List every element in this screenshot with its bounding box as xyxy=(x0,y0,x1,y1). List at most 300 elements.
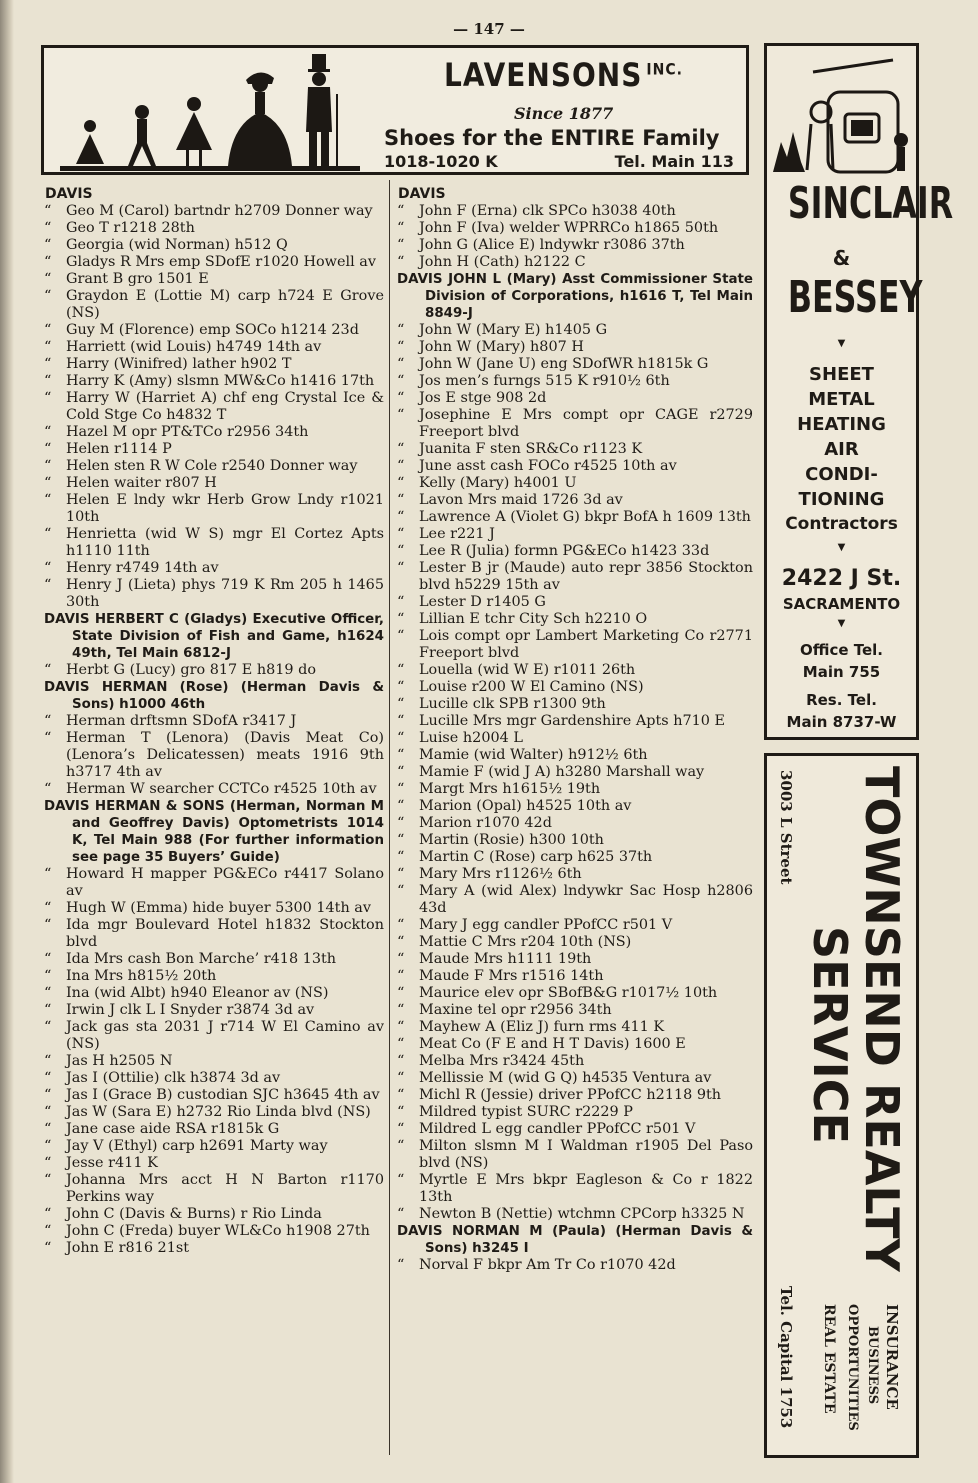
ditto-mark: “ xyxy=(397,1036,405,1052)
entry-text: Ida Mrs cash Bon Marche’ r418 13th xyxy=(66,951,337,967)
entry-text: Geo M (Carol) bartndr h2709 Donner way xyxy=(66,203,373,219)
service-real-estate: REAL ESTATE xyxy=(821,1304,837,1414)
directory-entry xyxy=(397,968,753,985)
entry-text: Helen sten R W Cole r2540 Donner way xyxy=(66,458,358,474)
entry-text: Milton slsmn M I Waldman r1905 Del Paso blvd (NS) xyxy=(419,1138,753,1171)
townsend-address: 3003 L Street xyxy=(777,770,795,885)
directory-entry xyxy=(397,407,753,441)
directory-entry-featured xyxy=(44,611,384,662)
ditto-mark: “ xyxy=(44,492,52,508)
entry-text: Jos men’s furngs 515 K r910½ 6th xyxy=(419,373,670,389)
entry-text: Juanita F sten SR&Co r1123 K xyxy=(419,441,643,457)
entry-text: Louise r200 W El Camino (NS) xyxy=(419,679,644,695)
down-arrow-icon: ▼ xyxy=(837,542,846,553)
entry-text: Geo T r1218 28th xyxy=(66,220,195,236)
townsend-telephone: Tel. Capital 1753 xyxy=(777,1286,795,1429)
entry-text: John W (Mary E) h1405 G xyxy=(419,322,608,338)
directory-entry xyxy=(44,1138,384,1155)
ditto-mark: “ xyxy=(397,1070,405,1086)
page-number: — 147 — xyxy=(453,20,525,38)
ditto-mark: “ xyxy=(397,815,405,831)
ditto-mark: “ xyxy=(397,1257,405,1273)
entry-text: Mary A (wid Alex) lndywkr Sac Hosp h2806 43d xyxy=(419,883,753,916)
entry-text: Ina (wid Albt) h940 Eleanor av (NS) xyxy=(66,985,329,1001)
entry-text: Jas W (Sara E) h2732 Rio Linda blvd (NS) xyxy=(66,1104,371,1120)
ditto-mark: “ xyxy=(397,917,405,933)
directory-entry xyxy=(397,866,753,883)
directory-entry xyxy=(397,237,753,254)
ditto-mark: “ xyxy=(397,1121,405,1137)
entry-text: Herman W searcher CCTCo r4525 10th av xyxy=(66,781,377,797)
service-business: BUSINESS xyxy=(865,1326,880,1405)
ditto-mark: “ xyxy=(397,441,405,457)
entry-text: Graydon E (Lottie M) carp h724 E Grove (NS) xyxy=(66,288,384,321)
directory-entry xyxy=(397,526,753,543)
directory-entry xyxy=(397,1104,753,1121)
ditto-mark: “ xyxy=(44,424,52,440)
entry-text: Maude Mrs h1111 19th xyxy=(419,951,592,967)
ditto-mark: “ xyxy=(397,866,405,882)
directory-entry xyxy=(397,441,753,458)
directory-entry xyxy=(44,1104,384,1121)
directory-entry xyxy=(44,237,384,254)
directory-entry xyxy=(44,1223,384,1240)
ditto-mark: “ xyxy=(397,696,405,712)
ditto-mark: “ xyxy=(44,237,52,253)
ditto-mark: “ xyxy=(44,985,52,1001)
directory-entry xyxy=(397,951,753,968)
directory-column-right xyxy=(397,186,753,1274)
ditto-mark: “ xyxy=(397,662,405,678)
ditto-mark: “ xyxy=(397,781,405,797)
ditto-mark: “ xyxy=(44,203,52,219)
directory-entry xyxy=(44,577,384,611)
directory-entry xyxy=(397,832,753,849)
sinclair-bessey-advertisement xyxy=(764,43,954,740)
directory-entry xyxy=(397,254,753,271)
directory-entry xyxy=(44,1087,384,1104)
directory-entry xyxy=(44,458,384,475)
entry-text: Jos E stge 908 2d xyxy=(419,390,547,406)
ditto-mark: “ xyxy=(44,441,52,457)
entry-text: Harry W (Harriet A) chf eng Crystal Ice & Cold Stge Co h4832 T xyxy=(66,390,384,423)
page-binding-shadow xyxy=(0,0,14,1483)
directory-entry xyxy=(44,254,384,271)
directory-entry xyxy=(397,1053,753,1070)
directory-entry xyxy=(397,883,753,917)
directory-entry xyxy=(44,917,384,951)
entry-text: Mary Mrs r1126½ 6th xyxy=(419,866,582,882)
entry-text: Mildred typist SURC r2229 P xyxy=(419,1104,633,1120)
directory-entry xyxy=(397,220,753,237)
directory-entry xyxy=(397,713,753,730)
entry-text: John W (Jane U) eng SDofWR h1815k G xyxy=(419,356,709,372)
city-name: SACRAMENTO xyxy=(782,595,901,613)
entry-text: Howard H mapper PG&ECo r4417 Solano av xyxy=(66,866,384,899)
directory-entry xyxy=(397,730,753,747)
directory-entry xyxy=(397,390,753,407)
directory-entry xyxy=(397,1019,753,1036)
entry-text: Guy M (Florence) emp SOCo h1214 23d xyxy=(66,322,359,338)
ditto-mark: “ xyxy=(397,934,405,950)
directory-entry xyxy=(397,679,753,696)
entry-text: Lois compt opr Lambert Marketing Co r2771 Freeport blvd xyxy=(419,628,753,661)
ditto-mark: “ xyxy=(44,917,52,933)
entry-text: Marion (Opal) h4525 10th av xyxy=(419,798,632,814)
entry-text: June asst cash FOCo r4525 10th av xyxy=(419,458,677,474)
directory-entry xyxy=(44,373,384,390)
directory-entry xyxy=(44,492,384,526)
ditto-mark: “ xyxy=(397,832,405,848)
entry-text: Michl R (Jessie) driver PPofCC h2118 9th xyxy=(419,1087,722,1103)
ditto-mark: “ xyxy=(44,1155,52,1171)
directory-entry xyxy=(44,866,384,900)
entry-text: Marion r1070 42d xyxy=(419,815,552,831)
directory-entry xyxy=(44,730,384,781)
directory-entry xyxy=(397,917,753,934)
ditto-mark: “ xyxy=(44,662,52,678)
service-opportunities: OPPORTUNITIES xyxy=(845,1304,860,1431)
directory-entry xyxy=(44,900,384,917)
directory-entry xyxy=(44,1019,384,1053)
ditto-mark: “ xyxy=(397,611,405,627)
ditto-mark: “ xyxy=(44,1070,52,1086)
directory-entry xyxy=(44,271,384,288)
directory-entry xyxy=(44,1206,384,1223)
directory-entry xyxy=(44,1002,384,1019)
entry-text: Lawrence A (Violet G) bkpr BofA h 1609 13th xyxy=(419,509,751,525)
ditto-mark: “ xyxy=(397,560,405,576)
directory-entry xyxy=(44,968,384,985)
ditto-mark: “ xyxy=(397,951,405,967)
ditto-mark: “ xyxy=(397,526,405,542)
ditto-mark: “ xyxy=(44,373,52,389)
ditto-mark: “ xyxy=(44,1087,52,1103)
entry-text: Melba Mrs r3424 45th xyxy=(419,1053,585,1069)
directory-entry xyxy=(397,492,753,509)
ditto-mark: “ xyxy=(397,764,405,780)
entry-text: Hazel M opr PT&TCo r2956 34th xyxy=(66,424,309,440)
entry-text: John H (Cath) h2122 C xyxy=(419,254,586,270)
entry-text: DAVIS JOHN L (Mary) Asst Commissioner State Division of Corporations, h1616 T, Tel Main 8849-J xyxy=(397,272,753,321)
entry-text: Myrtle E Mrs bkpr Eagleson & Co r 1822 13th xyxy=(419,1172,753,1205)
furnace-workers-illustration xyxy=(773,52,913,177)
directory-entry xyxy=(397,543,753,560)
ditto-mark: “ xyxy=(44,900,52,916)
directory-entry xyxy=(44,781,384,798)
ditto-mark: “ xyxy=(44,1002,52,1018)
directory-entry xyxy=(44,560,384,577)
entry-text: Norval F bkpr Am Tr Co r1070 42d xyxy=(419,1257,676,1273)
ditto-mark: “ xyxy=(397,492,405,508)
directory-entry xyxy=(397,1257,753,1274)
street-address: 2422 J St. xyxy=(781,566,902,591)
entry-text: Mamie F (wid J A) h3280 Marshall way xyxy=(419,764,705,780)
entry-text: Mattie C Mrs r204 10th (NS) xyxy=(419,934,632,950)
entry-text: Jack gas sta 2031 J r714 W El Camino av (NS) xyxy=(66,1019,384,1052)
ditto-mark: “ xyxy=(397,1138,405,1154)
directory-entry xyxy=(397,509,753,526)
directory-entry xyxy=(397,611,753,628)
ditto-mark: “ xyxy=(397,458,405,474)
directory-entry xyxy=(44,1121,384,1138)
entry-text: Helen E lndy wkr Herb Grow Lndy r1021 10th xyxy=(66,492,384,525)
entry-text: Lester B jr (Maude) auto repr 3856 Stockton blvd h5229 15th av xyxy=(419,560,753,593)
entry-text: Irwin J clk L I Snyder r3874 3d av xyxy=(66,1002,315,1018)
ditto-mark: “ xyxy=(397,543,405,559)
column-heading: DAVIS xyxy=(45,186,93,202)
directory-entry xyxy=(397,764,753,781)
ditto-mark: “ xyxy=(397,594,405,610)
entry-text: Lavon Mrs maid 1726 3d av xyxy=(419,492,623,508)
townsend-realty-advertisement xyxy=(764,753,919,1458)
entry-text: Lucille Mrs mgr Gardenshire Apts h710 E xyxy=(419,713,726,729)
entry-text: John C (Davis & Burns) r Rio Linda xyxy=(66,1206,322,1222)
ditto-mark: “ xyxy=(44,1053,52,1069)
ditto-mark: “ xyxy=(397,339,405,355)
entry-text: Herman T (Lenora) (Davis Meat Co) (Lenora’s Delicatessen) meats 1916 9th h3717 4th av xyxy=(66,730,384,780)
entry-text: Herbt G (Lucy) gro 817 E h819 do xyxy=(66,662,317,678)
ditto-mark: “ xyxy=(397,356,405,372)
res-tel-label: Res. Tel. xyxy=(806,691,877,709)
ditto-mark: “ xyxy=(44,390,52,406)
directory-entry xyxy=(397,1036,753,1053)
ditto-mark: “ xyxy=(397,220,405,236)
directory-entry xyxy=(397,1087,753,1104)
entry-text: Mellissie M (wid G Q) h4535 Ventura av xyxy=(419,1070,712,1086)
townsend-name: TOWNSEND REALTY xyxy=(855,766,909,1272)
ditto-mark: “ xyxy=(44,1104,52,1120)
directory-entry xyxy=(397,1121,753,1138)
ditto-mark: “ xyxy=(44,1019,52,1035)
directory-entry xyxy=(44,288,384,322)
entry-text: DAVIS HERMAN (Rose) (Herman Davis & Sons) h1000 46th xyxy=(44,680,384,712)
entry-text: Meat Co (F E and H T Davis) 1600 E xyxy=(419,1036,686,1052)
ditto-mark: “ xyxy=(44,458,52,474)
entry-text: Ida mgr Boulevard Hotel h1832 Stockton blvd xyxy=(66,917,384,950)
directory-entry xyxy=(397,696,753,713)
directory-entry xyxy=(397,373,753,390)
column-heading: DAVIS xyxy=(398,186,446,202)
directory-entry xyxy=(397,1070,753,1087)
family-silhouette-illustration xyxy=(60,54,392,172)
entry-text: Georgia (wid Norman) h512 Q xyxy=(66,237,288,253)
office-tel-number: Main 755 xyxy=(802,663,881,681)
ditto-mark: “ xyxy=(44,866,52,882)
ditto-mark: “ xyxy=(44,577,52,593)
ditto-mark: “ xyxy=(397,254,405,270)
entry-text: Harry (Winifred) lather h902 T xyxy=(66,356,292,372)
directory-column-left xyxy=(44,186,384,1257)
ditto-mark: “ xyxy=(397,985,405,1001)
entry-text: Jas H h2505 N xyxy=(66,1053,173,1069)
entry-text: Lillian E tchr City Sch h2210 O xyxy=(419,611,648,627)
ditto-mark: “ xyxy=(44,356,52,372)
ditto-mark: “ xyxy=(397,322,405,338)
directory-entry xyxy=(397,594,753,611)
ditto-mark: “ xyxy=(397,628,405,644)
entry-text: Mamie (wid Walter) h912½ 6th xyxy=(419,747,648,763)
ditto-mark: “ xyxy=(44,475,52,491)
ditto-mark: “ xyxy=(397,237,405,253)
ditto-mark: “ xyxy=(397,1019,405,1035)
entry-text: Jay V (Ethyl) carp h2691 Marty way xyxy=(66,1138,328,1154)
ditto-mark: “ xyxy=(44,1223,52,1239)
ditto-mark: “ xyxy=(44,1172,52,1188)
entry-text: Ina Mrs h815½ 20th xyxy=(66,968,217,984)
services-list: SHEET METAL HEATING AIR CONDI- TIONING Contractors xyxy=(785,364,898,534)
entry-text: Johanna Mrs acct H N Barton r1170 Perkins way xyxy=(66,1172,384,1205)
ditto-mark: “ xyxy=(44,951,52,967)
entry-text: Lester D r1405 G xyxy=(419,594,546,610)
ditto-mark: “ xyxy=(44,1206,52,1222)
ditto-mark: “ xyxy=(397,1053,405,1069)
entry-text: Mildred L egg candler PPofCC r501 V xyxy=(419,1121,696,1137)
ditto-mark: “ xyxy=(44,1121,52,1137)
directory-entry xyxy=(397,849,753,866)
ditto-mark: “ xyxy=(397,373,405,389)
entry-text: Helen waiter r807 H xyxy=(66,475,217,491)
directory-entry xyxy=(44,441,384,458)
entry-text: Harry K (Amy) slsmn MW&Co h1416 17th xyxy=(66,373,375,389)
directory-entry xyxy=(44,1172,384,1206)
directory-entry xyxy=(397,781,753,798)
entry-text: Jesse r411 K xyxy=(66,1155,158,1171)
directory-entry xyxy=(397,747,753,764)
res-tel-number: Main 8737-W xyxy=(786,713,897,731)
entry-text: Hugh W (Emma) hide buyer 5300 14th av xyxy=(66,900,372,916)
directory-entry xyxy=(44,390,384,424)
entry-text: John C (Freda) buyer WL&Co h1908 27th xyxy=(66,1223,370,1239)
entry-text: Martin (Rosie) h300 10th xyxy=(419,832,604,848)
entry-text: John W (Mary) h807 H xyxy=(419,339,584,355)
company-name-sinclair: SINCLAIR xyxy=(787,178,954,229)
ditto-mark: “ xyxy=(397,475,405,491)
directory-entry xyxy=(44,356,384,373)
directory-entry xyxy=(44,424,384,441)
company-name-bessey: BESSEY xyxy=(787,272,923,323)
directory-entry xyxy=(44,322,384,339)
directory-entry xyxy=(397,815,753,832)
entry-text: Henrietta (wid W S) mgr El Cortez Apts h1110 11th xyxy=(66,526,384,559)
ditto-mark: “ xyxy=(44,730,52,746)
entry-text: DAVIS HERMAN & SONS (Herman, Norman M and Geoffrey Davis) Optometrists 1014 K, Tel Main 988 (For further information see page 35 Buyers’ Guide) xyxy=(44,799,384,865)
entry-text: Mary J egg candler PPofCC r501 V xyxy=(419,917,673,933)
ditto-mark: “ xyxy=(397,203,405,219)
directory-entry xyxy=(44,203,384,220)
directory-entry xyxy=(44,526,384,560)
directory-entry xyxy=(44,713,384,730)
since-year: Since 1877 xyxy=(514,104,614,123)
ditto-mark: “ xyxy=(397,1172,405,1188)
directory-entry xyxy=(44,220,384,237)
entry-text: Kelly (Mary) h4001 U xyxy=(419,475,577,491)
ditto-mark: “ xyxy=(44,220,52,236)
directory-entry xyxy=(397,798,753,815)
ditto-mark: “ xyxy=(397,798,405,814)
directory-entry xyxy=(44,1240,384,1257)
directory-entry xyxy=(44,951,384,968)
directory-entry xyxy=(397,1172,753,1206)
ditto-mark: “ xyxy=(397,968,405,984)
directory-entry xyxy=(397,356,753,373)
down-arrow-icon: ▼ xyxy=(837,338,846,349)
ditto-mark: “ xyxy=(397,1087,405,1103)
ditto-mark: “ xyxy=(397,713,405,729)
ditto-mark: “ xyxy=(44,322,52,338)
ditto-mark: “ xyxy=(44,560,52,576)
directory-entry xyxy=(44,1070,384,1087)
entry-text: John F (Erna) clk SPCo h3038 40th xyxy=(419,203,676,219)
ditto-mark: “ xyxy=(44,339,52,355)
office-tel-label: Office Tel. xyxy=(799,641,884,659)
entry-text: Herman drftsmn SDofA r3417 J xyxy=(66,713,297,729)
ditto-mark: “ xyxy=(44,713,52,729)
directory-entry xyxy=(397,662,753,679)
entry-text: John G (Alice E) lndywkr r3086 37th xyxy=(419,237,685,253)
entry-text: Mayhew A (Eliz J) furn rms 411 K xyxy=(419,1019,665,1035)
directory-entry xyxy=(397,475,753,492)
entry-text: Harriett (wid Louis) h4749 14th av xyxy=(66,339,322,355)
entry-text: Newton B (Nettie) wtchmn CPCorp h3325 N xyxy=(419,1206,745,1222)
lavensons-advertisement xyxy=(41,45,749,175)
down-arrow-icon: ▼ xyxy=(837,618,846,629)
directory-entry xyxy=(397,985,753,1002)
entry-text: Gladys R Mrs emp SDofE r1020 Howell av xyxy=(66,254,376,270)
entry-text: John F (Iva) welder WPRRCo h1865 50th xyxy=(419,220,719,236)
entry-text: Josephine E Mrs compt opr CAGE r2729 Freeport blvd xyxy=(419,407,753,440)
ad-telephone: Tel. Main 113 xyxy=(614,152,734,171)
ditto-mark: “ xyxy=(44,271,52,287)
lavensons-brand-logo: LAVENSONS $^{INC.}$ xyxy=(444,56,683,94)
directory-entry-featured xyxy=(397,271,753,322)
ditto-mark: “ xyxy=(397,747,405,763)
entry-text: Jas I (Ottilie) clk h3874 3d av xyxy=(66,1070,281,1086)
directory-entry xyxy=(397,560,753,594)
ditto-mark: “ xyxy=(397,509,405,525)
entry-text: Margt Mrs h1615½ 19th xyxy=(419,781,601,797)
ditto-mark: “ xyxy=(44,781,52,797)
ditto-mark: “ xyxy=(44,1138,52,1154)
entry-text: Lee R (Julia) formn PG&ECo h1423 33d xyxy=(419,543,710,559)
ditto-mark: “ xyxy=(397,1206,405,1222)
entry-text: Grant B gro 1501 E xyxy=(66,271,209,287)
entry-text: Luise h2004 L xyxy=(419,730,523,746)
directory-entry xyxy=(397,1206,753,1223)
ditto-mark: “ xyxy=(397,730,405,746)
directory-entry xyxy=(44,1155,384,1172)
entry-text: Henry J (Lieta) phys 719 K Rm 205 h 1465 30th xyxy=(66,577,384,610)
ditto-mark: “ xyxy=(397,679,405,695)
entry-text: DAVIS HERBERT C (Gladys) Executive Officer, State Division of Fish and Game, h1624 49th, Tel Main 6812-J xyxy=(44,612,384,661)
directory-entry xyxy=(44,985,384,1002)
ditto-mark: “ xyxy=(397,849,405,865)
ad-address: 1018-1020 K xyxy=(384,152,498,171)
entry-text: Maxine tel opr r2956 34th xyxy=(419,1002,612,1018)
townsend-service: SERVICE xyxy=(803,926,857,1144)
directory-entry xyxy=(397,203,753,220)
ditto-mark: “ xyxy=(44,526,52,542)
directory-entry-featured xyxy=(397,1223,753,1257)
entry-text: Louella (wid W E) r1011 26th xyxy=(419,662,636,678)
directory-entry xyxy=(397,339,753,356)
directory-entry-featured xyxy=(44,679,384,713)
directory-entry xyxy=(397,628,753,662)
directory-entry xyxy=(397,322,753,339)
directory-entry xyxy=(397,934,753,951)
service-insurance: INSURANCE xyxy=(883,1304,901,1410)
ampersand: & xyxy=(832,246,851,270)
